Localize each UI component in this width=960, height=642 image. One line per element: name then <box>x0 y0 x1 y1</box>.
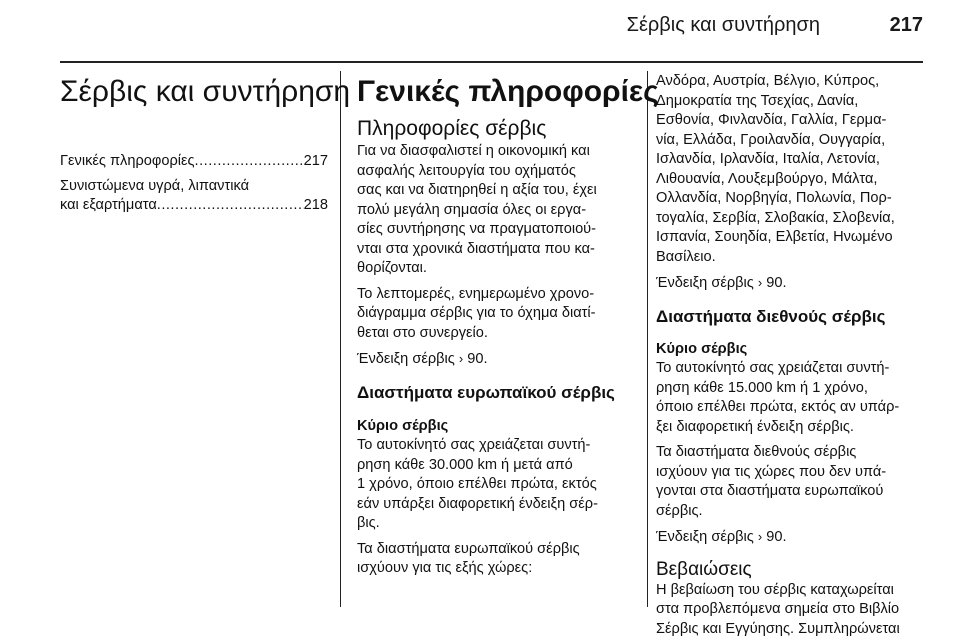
european-countries-list: Ανδόρα, Αυστρία, Βέλγιο, Κύπρος, Δημοκρατία της Τσεχίας, Δανία, Εσθονία, Φινλανδία, Γαλλία, Γερμα- νία, Ελλάδα, Γροιλανδία, Ουγγαρία, Ισλανδία, Ιρλανδία, Ιταλία, Λετονία, Λιθουανία, Λουξεμβούργο, Μάλτα, Ολλανδία, Νορβηγία, Πολωνία, Πορ- τογαλία, Σερβία, Σλοβακία, Σλοβενία, Ισπανία, Σουηδία, Ελβετία, Ηνωμένο Βασίλειο. <box>656 73 895 265</box>
service-indicator-reference[interactable]: Ένδειξη σέρβις › 90. <box>656 275 787 291</box>
toc-entry-label: Γενικές πληροφορίες <box>60 153 195 169</box>
page-reference-arrow-icon: › <box>757 529 763 544</box>
schedule-paragraph: Το λεπτομερές, ενημερωμένο χρονο- διάγραμμα σέρβις για το όχημα διατί- θεται στο συνεργείο. <box>357 285 596 341</box>
international-interval-paragraph: Το αυτοκίνητό σας χρειάζεται συντή- ρηση κάθε 15.000 km ή 1 χρόνο, όποιο επέλθει πρώτα, εκτός αν υπάρ- ξει διαφορετική ένδειξη σέρβις. <box>656 360 900 435</box>
page-reference-arrow-icon: › <box>458 351 464 366</box>
page-number: 217 <box>889 14 923 36</box>
service-info-paragraph: Για να διασφαλιστεί η οικονομική και ασφαλής λειτουργία του οχήματός σας και να διατηρηθεί η αξία του, έχει πολύ μεγάλη σημασία όλες οι εργα- σίες συντήρησης να πραγματοποιού- νται στα χρονικά διαστήματα που κα- θορίζονται. <box>357 143 597 276</box>
column-right <box>656 72 928 639</box>
chapter-title: Σέρβις και συντήρηση <box>60 75 351 108</box>
european-main-service-subheading: Κύριο σέρβις <box>357 417 449 434</box>
page-reference-arrow-icon: › <box>757 275 763 290</box>
header-divider <box>60 61 923 63</box>
column-middle <box>357 116 637 579</box>
service-indicator-reference[interactable]: Ένδειξη σέρβις › 90. <box>656 529 787 545</box>
toc-leader-dots <box>195 152 304 172</box>
toc-entry-page: 218 <box>303 197 328 213</box>
section-title: Γενικές πληροφορίες <box>357 75 659 108</box>
confirmations-paragraph: Η βεβαίωση του σέρβις καταχωρείται στα προβλεπόμενα σημεία στο Βιβλίο Σέρβις και Εγγύησης. Συμπληρώνεται <box>656 581 900 637</box>
european-intervals-heading: Διαστήματα ευρωπαϊκού σέρβις <box>357 382 615 402</box>
running-header-title: Σέρβις και συντήρηση <box>626 14 820 36</box>
toc-entry-page: 217 <box>303 153 328 169</box>
toc-entry[interactable] <box>60 152 328 172</box>
international-countries-paragraph: Τα διαστήματα διεθνούς σέρβις ισχύουν για τις χώρες που δεν υπά- γονται στα διαστήματα ευρωπαϊκού σέρβις. <box>656 444 887 519</box>
service-indicator-reference[interactable]: Ένδειξη σέρβις › 90. <box>357 351 488 367</box>
column-divider-right <box>647 71 648 607</box>
european-countries-intro: Τα διαστήματα ευρωπαϊκού σέρβις ισχύουν για τις εξής χώρες: <box>357 540 580 576</box>
confirmations-heading: Βεβαιώσεις <box>656 558 752 580</box>
international-main-service-subheading: Κύριο σέρβις <box>656 340 748 357</box>
toc-entry[interactable] <box>60 177 328 216</box>
toc-leader-dots <box>157 196 304 216</box>
toc-entry-label: και εξαρτήματα <box>60 197 157 213</box>
toc-entry-label: Συνιστώμενα υγρά, λιπαντικά <box>60 177 250 194</box>
european-interval-paragraph: Το αυτοκίνητό σας χρειάζεται συντή- ρηση κάθε 30.000 km ή μετά από 1 χρόνο, όποιο επέλθει πρώτα, εκτός εάν υπάρξει διαφορετική ένδειξη σέρ- βις. <box>357 437 598 531</box>
service-info-heading: Πληροφορίες σέρβις <box>357 117 547 140</box>
column-divider-left <box>340 71 341 607</box>
international-intervals-heading: Διαστήματα διεθνούς σέρβις <box>656 306 886 326</box>
chapter-toc <box>60 152 328 221</box>
